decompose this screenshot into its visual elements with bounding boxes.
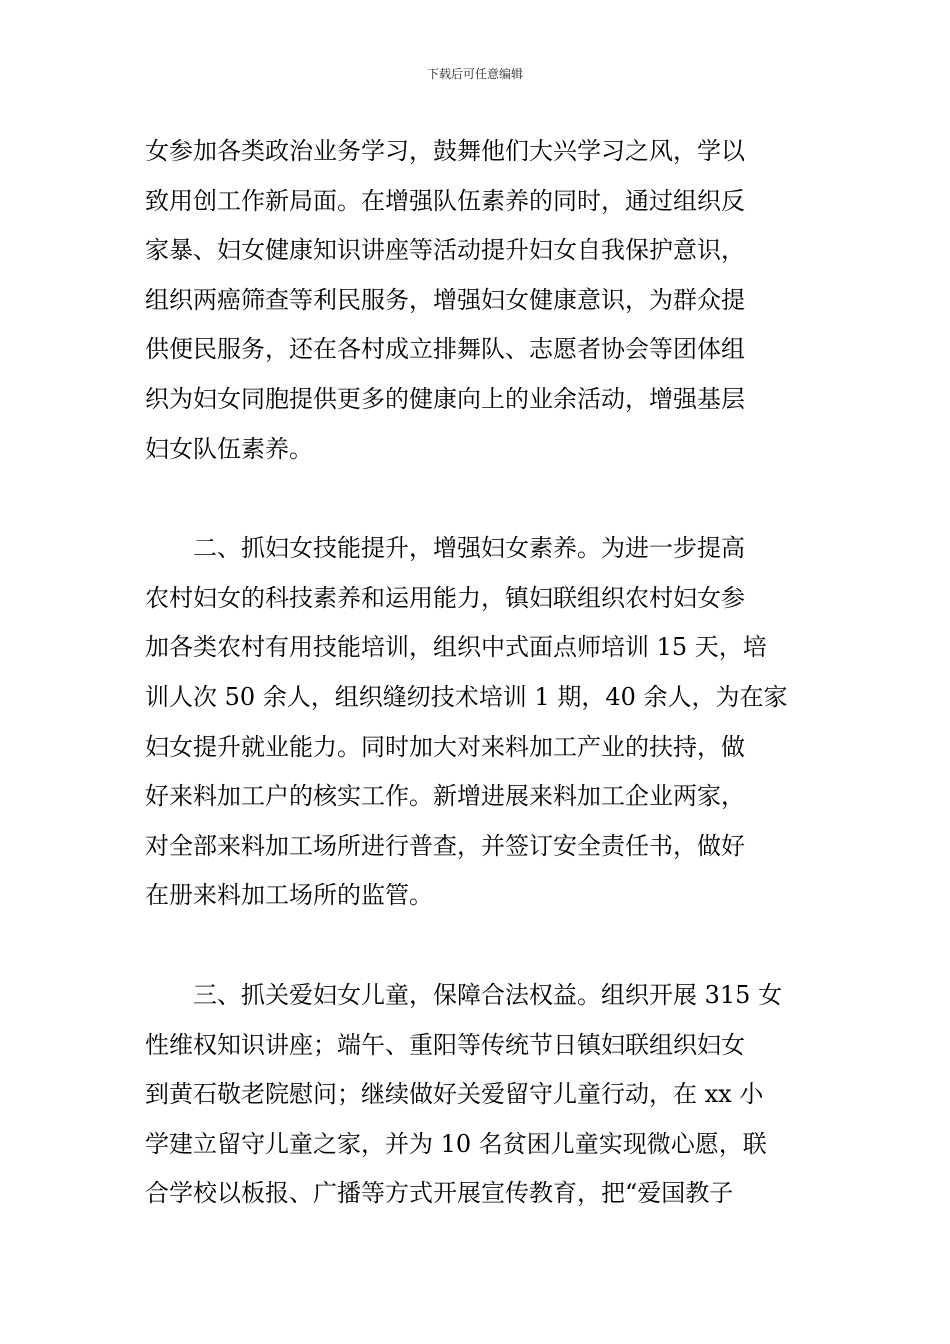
- text-line: 训人次 50 余人，组织缝纫技术培训 1 期，40 余人，为在家: [145, 682, 788, 711]
- text-line: 致用创工作新局面。在增强队伍素养的同时，通过组织反: [145, 186, 745, 215]
- text-line: 性维权知识讲座；端午、重阳等传统节日镇妇联组织妇女: [145, 1030, 745, 1059]
- text-line: 女参加各类政治业务学习，鼓舞他们大兴学习之风，学以: [145, 137, 745, 165]
- text-line: 妇女提升就业能力。同时加大对来料加工产业的扶持，做: [145, 732, 745, 761]
- page-header-note: 下载后可任意编辑: [426, 67, 523, 81]
- text-line: 合学校以板报、广播等方式开展宣传教育，把“爱国教子: [145, 1179, 734, 1208]
- text-line: 学建立留守儿童之家，并为 10 名贫困儿童实现微心愿，联: [145, 1129, 767, 1158]
- text-line: 织为妇女同胞提供更多的健康向上的业余活动，增强基层: [145, 384, 745, 413]
- text-line: 妇女队伍素养。: [145, 434, 313, 463]
- text-line: 三、抓关爱妇女儿童，保障合法权益。组织开展 315 女: [145, 980, 783, 1009]
- text-line: 对全部来料加工场所进行普查，并签订安全责任书，做好: [145, 831, 745, 860]
- text-line: 到黄石敬老院慰问；继续做好关爱留守儿童行动，在 xx 小: [145, 1080, 764, 1109]
- document-body: [145, 127, 809, 1219]
- paragraph-2: [145, 524, 809, 921]
- text-line: 家暴、妇女健康知识讲座等活动提升妇女自我保护意识，: [145, 236, 745, 265]
- paragraph-3: [145, 971, 809, 1219]
- text-line: 供便民服务，还在各村成立排舞队、志愿者协会等团体组: [145, 335, 745, 364]
- text-line: 加各类农村有用技能培训，组织中式面点师培训 15 天，培: [145, 633, 767, 662]
- text-line: 在册来料加工场所的监管。: [145, 881, 433, 910]
- text-line: 二、抓妇女技能提升，增强妇女素养。为进一步提高: [145, 534, 745, 563]
- text-line: 组织两癌筛查等利民服务，增强妇女健康意识，为群众提: [145, 285, 745, 314]
- text-line: 农村妇女的科技素养和运用能力，镇妇联组织农村妇女参: [145, 583, 745, 612]
- text-line: 好来料加工户的核实工作。新增进展来料加工企业两家，: [145, 782, 745, 811]
- paragraph-1: [145, 127, 809, 474]
